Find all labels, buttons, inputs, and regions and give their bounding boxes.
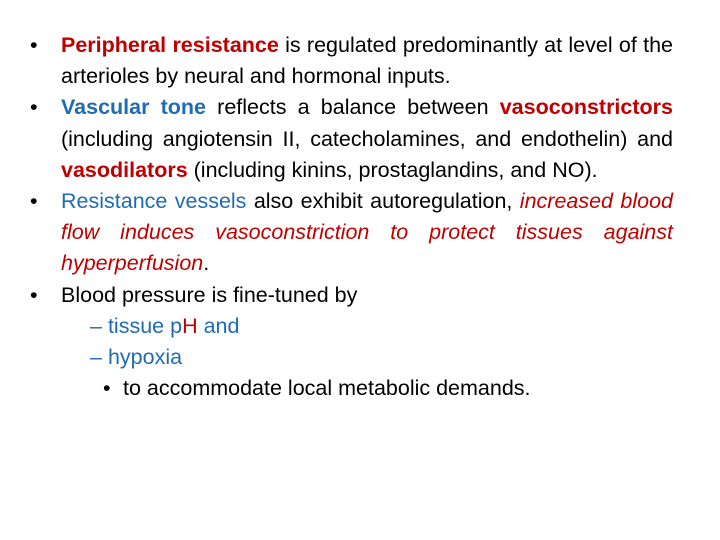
term-vasodilators: vasodilators	[61, 157, 188, 182]
bullet-icon: •	[30, 33, 38, 57]
term-hypoxia: hypoxia	[107, 345, 183, 370]
bullet-list	[28, 30, 673, 404]
bullet-text: is regulated predominantly at level of the arterioles by neural and hormonal inputs.	[61, 33, 673, 89]
bullet-text: Blood pressure is fine-tuned by	[61, 282, 358, 307]
bullet-icon: •	[30, 95, 38, 120]
text-hyperperfusion-italic: increased blood flow induces vasoconstriction to protect tissues against hyperperfusion	[61, 189, 674, 276]
bullet-icon: •	[103, 376, 111, 401]
term-peripheral-resistance: Peripheral resistance	[61, 33, 279, 57]
subsub-item-metabolic	[28, 373, 673, 404]
term-vasoconstrictors: vasoconstrictors	[499, 95, 673, 120]
bullet-text: (including angiotensin II, catecholamines, and endothelin) and	[61, 126, 673, 151]
bullet-peripheral-resistance	[28, 30, 673, 92]
bullet-vascular-tone	[28, 92, 673, 186]
bullet-icon: •	[30, 189, 38, 214]
sub-item-tissue-ph	[28, 311, 673, 342]
term-h: H	[182, 313, 198, 338]
sub-text: and	[197, 313, 240, 338]
dash-icon: –	[90, 313, 102, 338]
term-vascular-tone: Vascular tone	[61, 95, 207, 120]
subsub-text: to accommodate local metabolic demands.	[123, 376, 531, 401]
sub-item-hypoxia	[28, 342, 673, 373]
bullet-blood-pressure	[28, 280, 673, 311]
dash-icon: –	[90, 345, 102, 370]
bullet-icon: •	[30, 282, 38, 307]
term-tissue-p: tissue p	[107, 313, 183, 338]
term-resistance-vessels: Resistance vessels	[61, 189, 247, 214]
bullet-text: reflects a balance between	[206, 95, 500, 120]
bullet-text: (including kinins, prostaglandins, and NO).	[187, 157, 598, 182]
bullet-text: .	[203, 251, 210, 276]
bullet-resistance-vessels	[28, 186, 673, 280]
bullet-text: also exhibit autoregulation,	[246, 189, 520, 214]
